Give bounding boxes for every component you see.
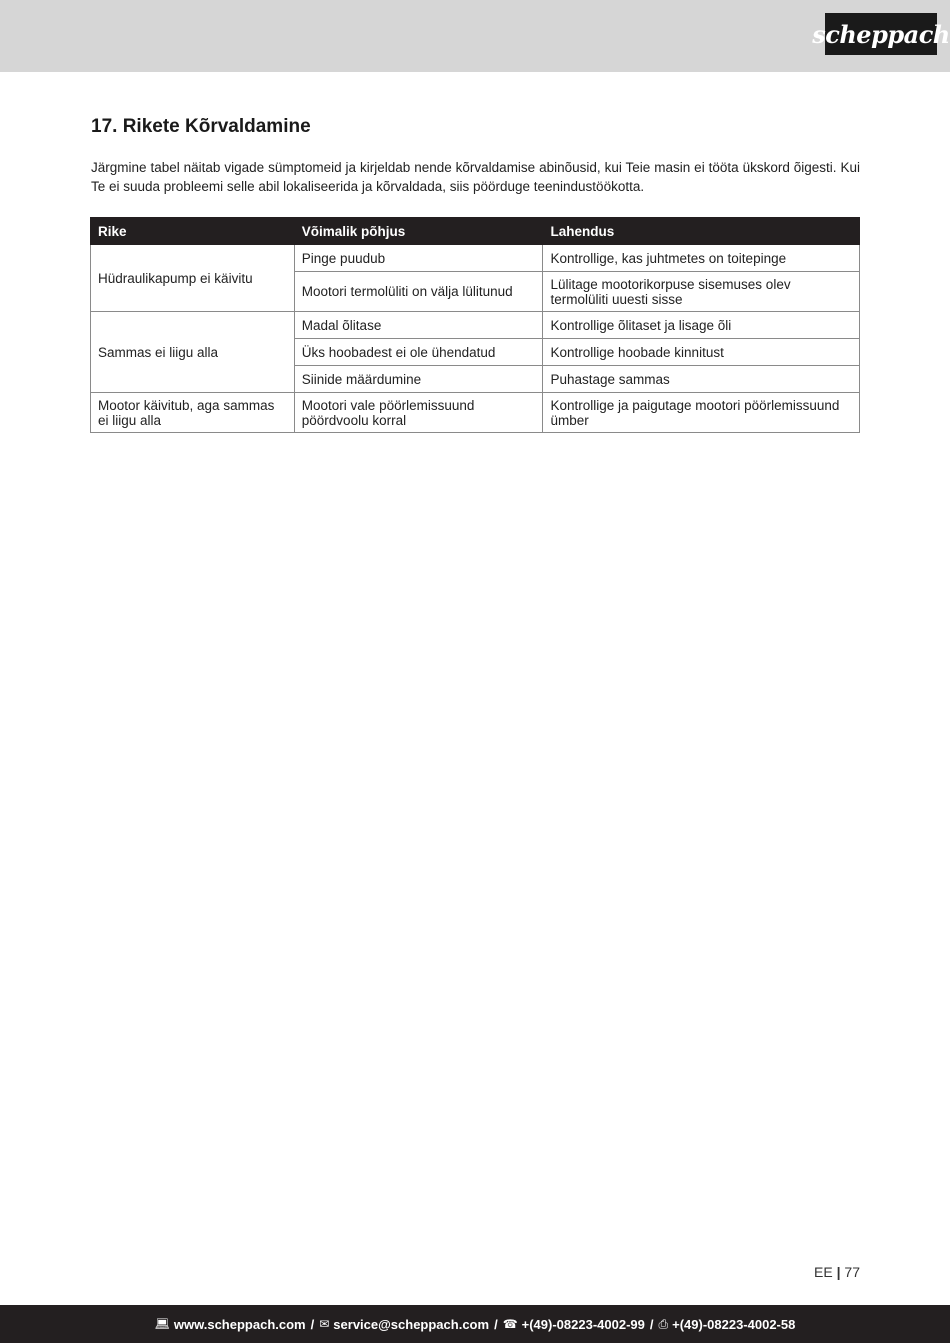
footer-email[interactable]: service@scheppach.com	[333, 1316, 490, 1332]
email-icon: ✉	[319, 1317, 330, 1331]
cause-cell: Mootori vale pöörlemissuund pöördvoolu korral	[294, 393, 543, 433]
header-cause: Võimalik põhjus	[294, 218, 543, 245]
table-row	[91, 312, 860, 339]
page-number-value: 77	[844, 1264, 860, 1280]
fax-icon: ⎙	[658, 1316, 669, 1331]
fault-cell: Sammas ei liigu alla	[91, 312, 295, 393]
table-row	[91, 245, 860, 272]
header-fault: Rike	[91, 218, 295, 245]
page-number	[790, 1264, 860, 1280]
cause-cell: Mootori termolüliti on välja lülitunud	[294, 272, 543, 312]
footer-fax: +(49)-08223-4002-58	[672, 1316, 796, 1332]
troubleshooting-table	[90, 217, 860, 433]
footer-separator: /	[649, 1316, 654, 1332]
solution-cell: Kontrollige, kas juhtmetes on toitepinge	[543, 245, 860, 272]
page-separator: |	[836, 1264, 841, 1280]
cause-cell: Madal õlitase	[294, 312, 543, 339]
phone-icon: ☎	[502, 1317, 518, 1331]
header-band	[0, 0, 950, 72]
solution-cell: Lülitage mootorikorpuse sisemuses olev termolüliti uuesti sisse	[543, 272, 860, 312]
header-solution: Lahendus	[543, 218, 860, 245]
scheppach-logo: scheppach	[825, 13, 937, 55]
footer-phone: +(49)-08223-4002-99	[521, 1316, 645, 1332]
footer-separator: /	[494, 1316, 498, 1332]
language-code: EE	[814, 1264, 833, 1280]
section-title: 17. Rikete Kõrvaldamine	[91, 116, 311, 137]
solution-cell: Puhastage sammas	[543, 366, 860, 393]
table-header-row	[91, 218, 860, 245]
cause-cell: Siinide määrdumine	[294, 366, 543, 393]
solution-cell: Kontrollige ja paigutage mootori pöörlemissuund ümber	[543, 393, 860, 433]
cause-cell: Pinge puudub	[294, 245, 543, 272]
table-row	[91, 393, 860, 433]
fault-cell: Mootor käivitub, aga sammas ei liigu alla	[91, 393, 295, 433]
computer-icon: 💻︎	[154, 1317, 170, 1331]
solution-cell: Kontrollige õlitaset ja lisage õli	[543, 312, 860, 339]
fault-cell: Hüdraulikapump ei käivitu	[91, 245, 295, 312]
solution-cell: Kontrollige hoobade kinnitust	[543, 339, 860, 366]
footer-separator: /	[310, 1316, 315, 1332]
cause-cell: Üks hoobadest ei ole ühendatud	[294, 339, 543, 366]
footer-website[interactable]: www.scheppach.com	[173, 1316, 306, 1332]
footer-band	[0, 1305, 950, 1343]
intro-paragraph: Järgmine tabel näitab vigade sümptomeid ja kirjeldab nende kõrvaldamise abinõusid, kui Teie masin ei tööta ükskord õigesti. Kui Te ei suuda probleemi selle abil lokaliseerida ja kõrvaldada, siis pöörduge teenindustöökotta.	[91, 160, 860, 194]
